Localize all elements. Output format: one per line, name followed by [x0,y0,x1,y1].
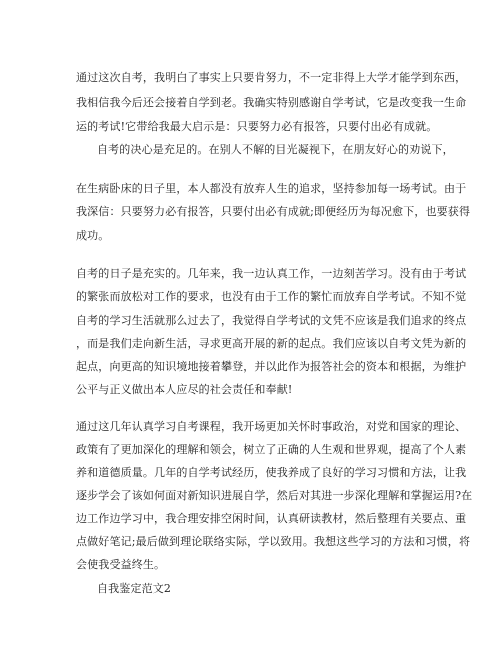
paragraph-line: 起点，向更高的知识境地接着攀登，并以此作为报答社会的资本和根据，为维护 [76,360,467,373]
paragraph-line: 成功。 [76,229,110,242]
paragraph-line: 自考的学习生活就那么过去了，我觉得自学考试的文凭不应该是我们追求的终点 [76,314,467,327]
section-heading: 自我鉴定范文2 [97,582,172,595]
paragraph-line: 边工作边学习中，我合理安排空闲时间，认真研读教材，然后整理有关要点、重 [76,512,467,525]
paragraph-line: 我深信：只要努力必有报答，只要付出必有成就;即便经历为每况愈下，也要获得 [76,205,471,218]
paragraph-line: 逐步学会了该如何面对新知识进展自学，然后对其进一步深化理解和掌握运用?在 [76,489,473,502]
paragraph-line: 政策有了更加深化的理解和领会，树立了正确的人生观和世界观，提高了个人素 [76,443,467,456]
paragraph-line: 公平与正义做出本人应尽的社会责任和奉献! [76,383,293,396]
paragraph-line: 通过这几年认真学习自考课程，我开场更加关怀时事政治，对党和国家的理论、 [76,420,467,433]
paragraph-line: 通过这次自考，我明白了事实上只要肯努力，不一定非得上大学才能学到东西， [76,71,467,84]
paragraph-line: 运的考试!它带给我最大启示是：只要努力必有报答，只要付出必有成就。 [76,120,438,133]
paragraph-line: 养和道德质量。几年的自学考试经历，使我养成了良好的学习习惯和方法，让我 [76,466,467,479]
paragraph-line: 自考的决心是充足的。在别人不解的目光凝视下，在朋友好心的劝说下， [97,143,454,156]
paragraph-line: ，而是我们走向新生活，寻求更高开展的新的起点。我们应该以自考文凭为新的 [76,337,467,350]
paragraph-line: 在生病卧床的日子里，本人都没有放弃人生的追求，坚持参加每一场考试。由于 [76,182,467,195]
paragraph-line: 自考的日子是充实的。几年来，我一边认真工作，一边刻苦学习。没有由于考试 [76,267,467,280]
paragraph-line: 的繁张而放松对工作的要求，也没有由于工作的繁忙而放弃自学考试。不知不觉 [76,290,467,303]
paragraph-line: 点做好笔记;最后做到理论联络实际，学以致用。我想这些学习的方法和习惯，将 [76,535,471,548]
paragraph-line: 会使我受益终生。 [76,558,166,571]
paragraph-line: 我相信我今后还会接着自学到老。我确实特别感谢自学考试，它是改变我一生命 [76,96,467,109]
